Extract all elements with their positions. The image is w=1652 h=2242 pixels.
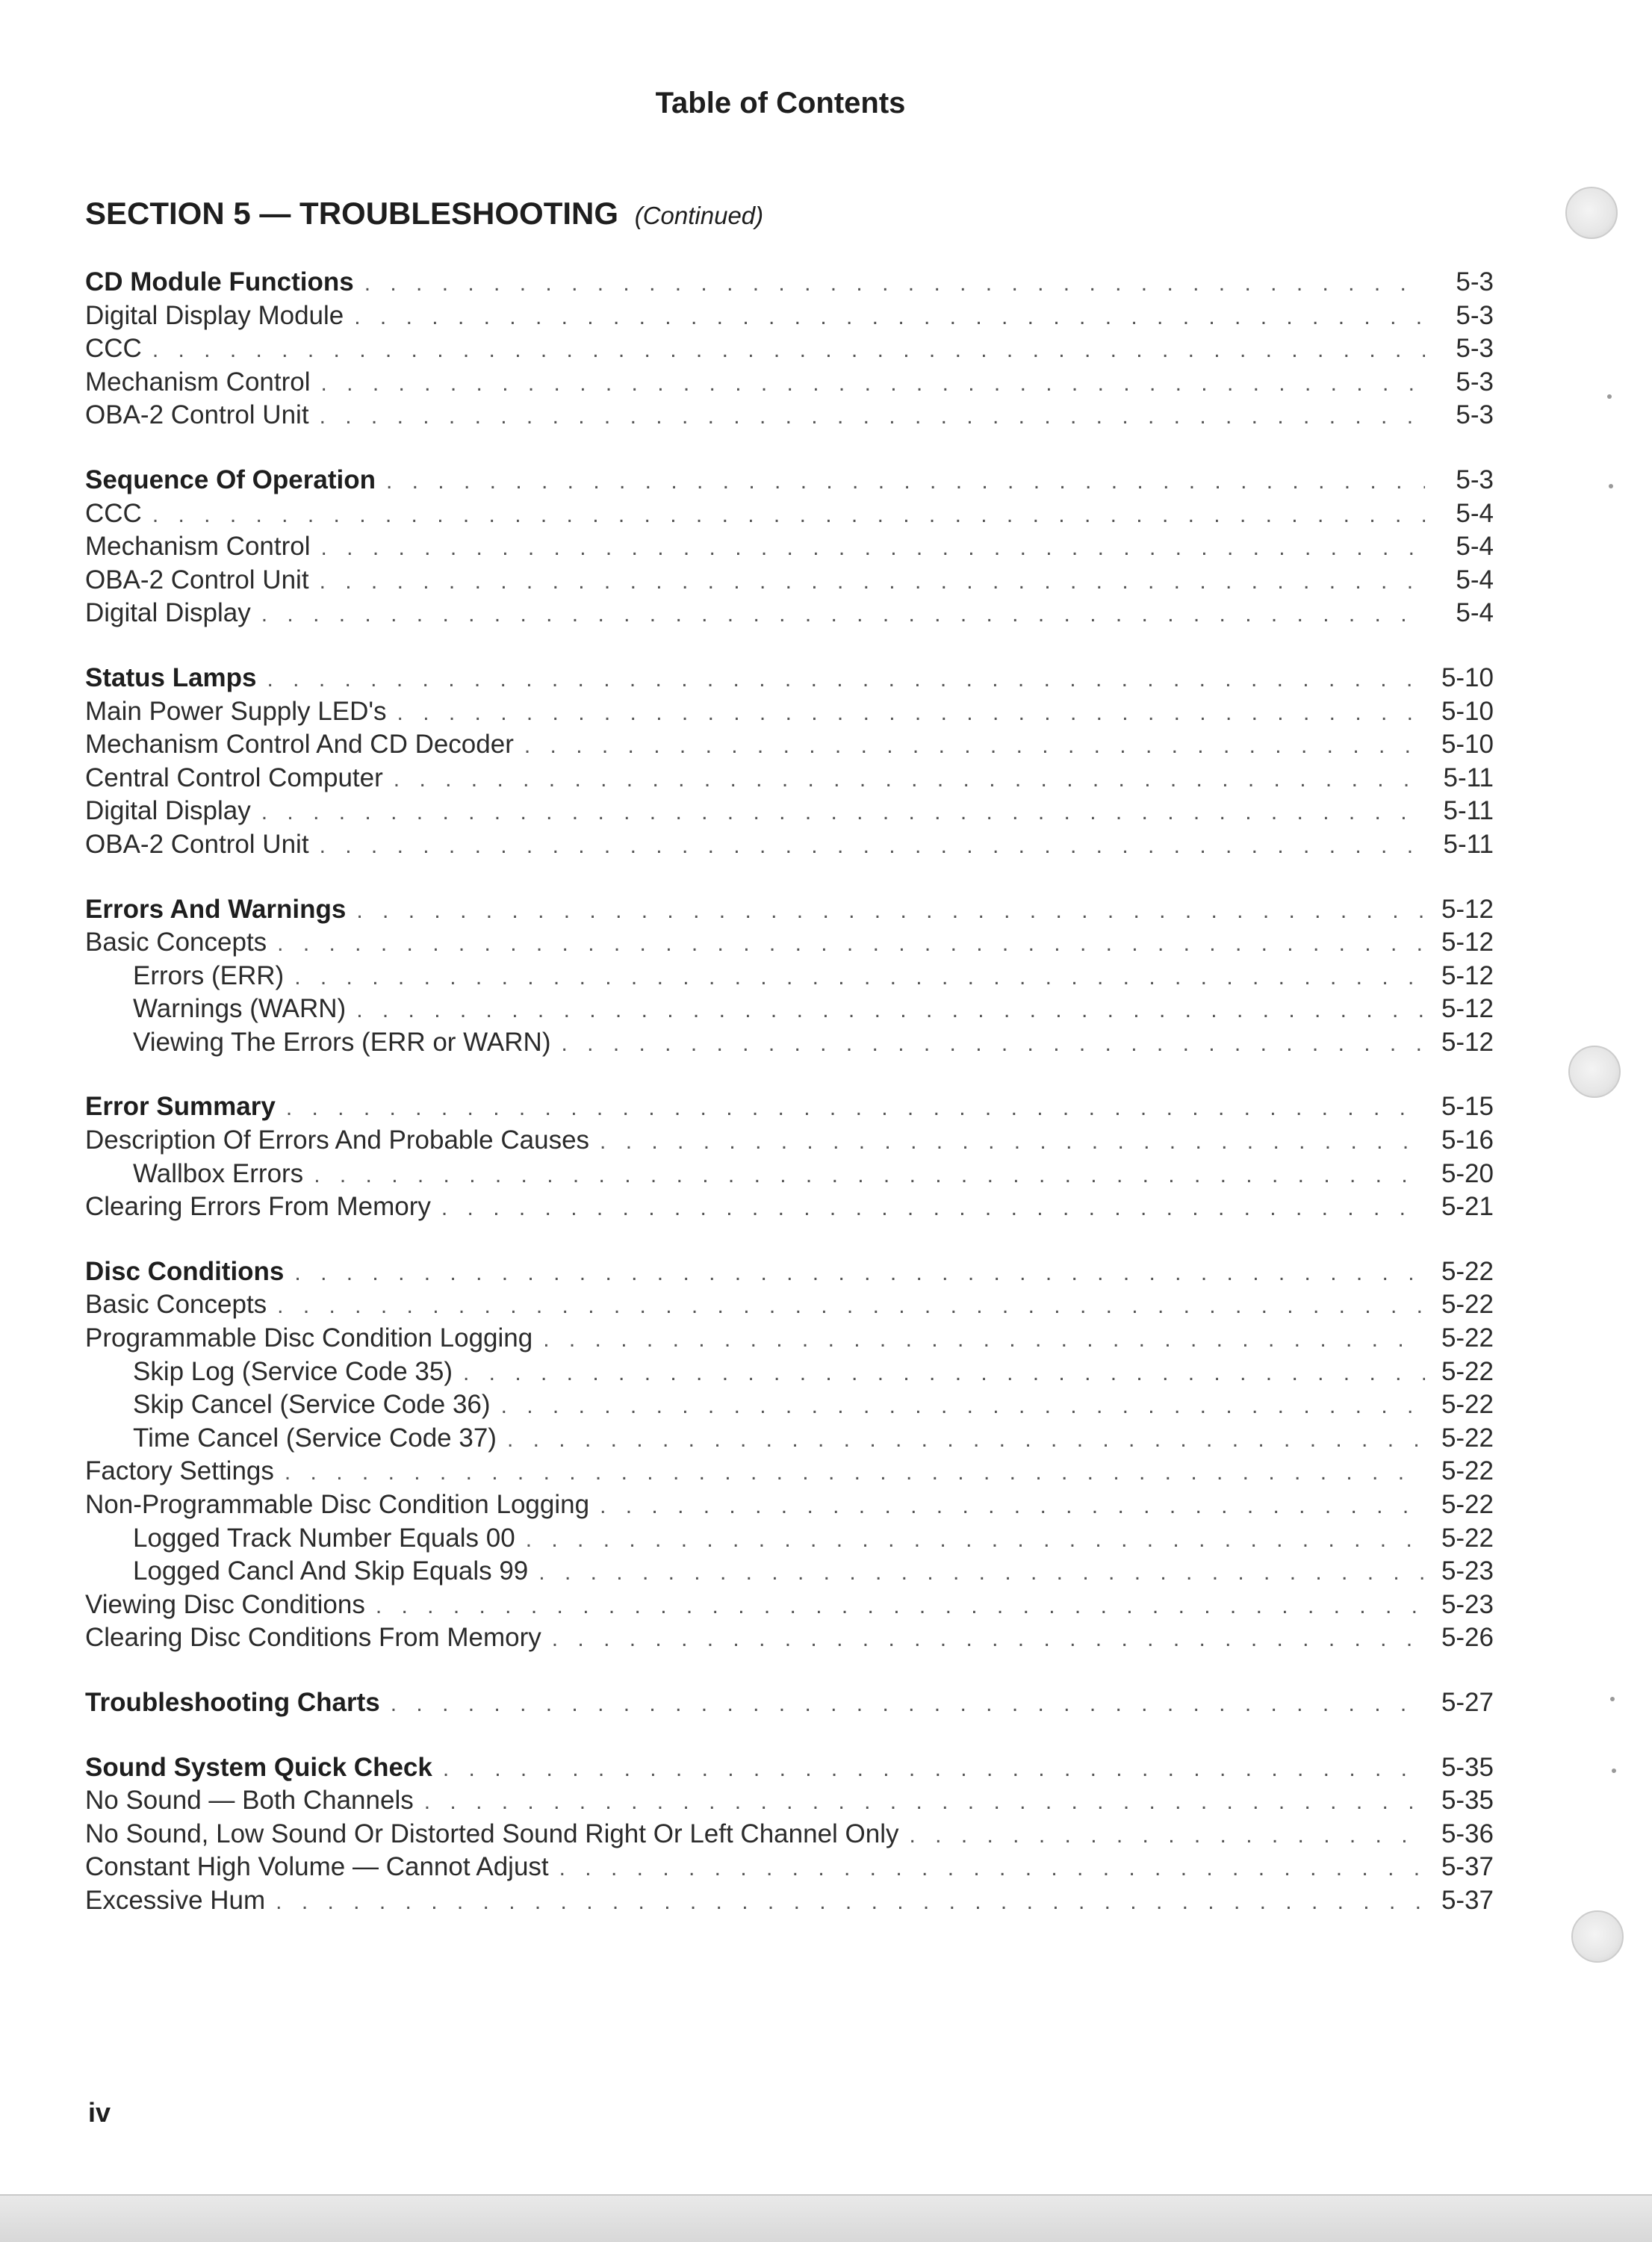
dot-leader [507, 1427, 1425, 1453]
toc-entry-page-number: 5-23 [1441, 1589, 1494, 1619]
dot-leader [152, 503, 1425, 528]
dot-leader [285, 1460, 1425, 1485]
dot-leader [354, 305, 1425, 330]
dot-leader [261, 602, 1425, 627]
toc-entry-label: Central Control Computer [85, 763, 383, 792]
toc-entry-page-number: 5-22 [1441, 1456, 1494, 1486]
toc-entry-page-number: 5-3 [1456, 300, 1494, 330]
dot-leader [294, 965, 1425, 990]
toc-entry-page-number: 5-12 [1441, 928, 1494, 957]
toc-entry-page-number: 5-3 [1456, 400, 1494, 430]
dot-leader [276, 1889, 1425, 1915]
dot-leader [443, 1757, 1425, 1782]
toc-entry [85, 532, 1494, 565]
toc-entry [85, 367, 1494, 401]
toc-entry-label: No Sound — Both Channels [85, 1786, 414, 1816]
dot-leader [559, 1856, 1425, 1881]
toc-group [85, 1688, 1494, 1721]
dot-leader [320, 833, 1425, 859]
toc-entry [85, 400, 1494, 434]
toc-entry-label: Basic Concepts [85, 1290, 267, 1320]
dot-leader [538, 1560, 1425, 1586]
binder-hole-middle [1568, 1046, 1621, 1098]
toc-entry-page-number: 5-27 [1441, 1687, 1494, 1717]
toc-entry-label: CCC [85, 334, 142, 364]
section-continued-note: (Continued) [634, 202, 764, 229]
toc-subentry [85, 961, 1494, 995]
toc-entry [85, 1623, 1494, 1656]
toc-group [85, 663, 1494, 863]
table-of-contents [85, 267, 1494, 1951]
toc-entry-label: Constant High Volume — Cannot Adjust [85, 1852, 549, 1882]
toc-subentry [85, 1390, 1494, 1423]
dot-leader [152, 338, 1425, 363]
toc-entry [85, 697, 1494, 730]
toc-entry [85, 1590, 1494, 1624]
toc-entry-page-number: 5-22 [1441, 1356, 1494, 1386]
toc-entry-page-number: 5-10 [1441, 696, 1494, 726]
toc-entry [85, 830, 1494, 863]
toc-entry-page-number: 5-22 [1441, 1390, 1494, 1420]
toc-entry-label: OBA-2 Control Unit [85, 565, 309, 594]
toc-entry-page-number: 5-3 [1456, 267, 1494, 296]
toc-entry-page-number: 5-10 [1441, 662, 1494, 692]
toc-entry-page-number: 5-22 [1441, 1523, 1494, 1553]
dot-leader [320, 569, 1425, 594]
toc-entry-page-number: 5-3 [1456, 334, 1494, 364]
toc-entry [85, 1323, 1494, 1357]
dot-leader [441, 1196, 1425, 1221]
toc-entry-page-number: 5-4 [1456, 498, 1494, 528]
toc-entry-page-number: 5-4 [1456, 565, 1494, 594]
toc-entry-page-number: 5-22 [1441, 1256, 1494, 1286]
dot-leader [286, 1096, 1425, 1121]
toc-entry [85, 565, 1494, 599]
toc-entry-page-number: 5-11 [1443, 796, 1494, 826]
dot-leader [600, 1494, 1425, 1519]
toc-subentry [85, 1159, 1494, 1193]
toc-heading-entry [85, 1257, 1494, 1291]
toc-entry-label: Skip Cancel (Service Code 36) [133, 1390, 491, 1420]
toc-entry-page-number: 5-16 [1441, 1125, 1494, 1155]
toc-entry-page-number: 5-3 [1456, 367, 1494, 397]
toc-group [85, 1257, 1494, 1656]
toc-group [85, 465, 1494, 632]
dot-leader [600, 1129, 1425, 1155]
toc-heading-entry [85, 465, 1494, 499]
toc-entry-page-number: 5-20 [1441, 1158, 1494, 1188]
toc-entry-page-number: 5-11 [1443, 829, 1494, 859]
dot-leader [321, 535, 1426, 561]
toc-entry-page-number: 5-12 [1441, 994, 1494, 1024]
dot-leader [376, 1594, 1425, 1619]
dot-leader [294, 1261, 1425, 1286]
toc-entry-label: Warnings (WARN) [133, 994, 347, 1024]
toc-entry-page-number: 5-36 [1441, 1819, 1494, 1848]
dot-leader [394, 767, 1425, 792]
toc-entry [85, 763, 1494, 797]
toc-entry-label: Sequence Of Operation [85, 465, 376, 494]
toc-entry [85, 928, 1494, 961]
toc-entry-page-number: 5-15 [1441, 1092, 1494, 1122]
toc-entry-label: Mechanism Control [85, 367, 311, 397]
toc-heading-entry [85, 663, 1494, 697]
toc-entry [85, 1192, 1494, 1226]
toc-entry-label: CCC [85, 498, 142, 528]
toc-entry-label: Digital Display Module [85, 300, 344, 330]
scan-speck [1612, 1769, 1616, 1773]
dot-leader [364, 271, 1425, 296]
toc-entry-label: Viewing Disc Conditions [85, 1589, 365, 1619]
toc-subentry [85, 1556, 1494, 1590]
dot-leader [386, 469, 1425, 494]
section-title: SECTION 5 — TROUBLESHOOTING [85, 196, 619, 231]
dot-leader [552, 1627, 1425, 1652]
scan-bottom-edge [0, 2194, 1652, 2242]
toc-entry [85, 499, 1494, 532]
scan-speck [1610, 1697, 1615, 1701]
dot-leader [391, 1692, 1425, 1717]
toc-entry-label: Skip Log (Service Code 35) [133, 1356, 453, 1386]
toc-entry-label: Errors And Warnings [85, 894, 347, 924]
toc-entry [85, 598, 1494, 632]
toc-subentry [85, 1357, 1494, 1391]
toc-entry-page-number: 5-26 [1441, 1623, 1494, 1653]
toc-entry-label: OBA-2 Control Unit [85, 400, 309, 430]
toc-heading-entry [85, 1753, 1494, 1786]
toc-entry-label: Wallbox Errors [133, 1158, 304, 1188]
toc-entry-page-number: 5-3 [1456, 465, 1494, 494]
toc-entry-label: Error Summary [85, 1092, 276, 1122]
scan-speck [1609, 484, 1613, 488]
toc-entry-page-number: 5-21 [1441, 1192, 1494, 1222]
dot-leader [424, 1789, 1425, 1815]
toc-entry-page-number: 5-37 [1441, 1852, 1494, 1882]
toc-entry [85, 1490, 1494, 1524]
toc-heading-entry [85, 1092, 1494, 1125]
toc-group [85, 1092, 1494, 1225]
toc-entry-label: Factory Settings [85, 1456, 274, 1486]
toc-entry-label: Programmable Disc Condition Logging [85, 1323, 533, 1353]
dot-leader [356, 898, 1425, 924]
toc-entry-page-number: 5-35 [1441, 1786, 1494, 1816]
dot-leader [277, 1294, 1425, 1319]
dot-leader [526, 1527, 1425, 1553]
toc-subentry [85, 1028, 1494, 1061]
dot-leader [277, 931, 1425, 957]
toc-entry-label: Clearing Errors From Memory [85, 1192, 431, 1222]
toc-entry-label: Logged Cancl And Skip Equals 99 [133, 1556, 529, 1586]
dot-leader [397, 701, 1425, 726]
toc-entry-label: Clearing Disc Conditions From Memory [85, 1623, 541, 1653]
toc-entry [85, 1852, 1494, 1886]
toc-entry-label: Non-Programmable Disc Condition Logging [85, 1490, 590, 1519]
toc-heading-entry [85, 895, 1494, 928]
section-heading [85, 196, 763, 232]
toc-entry [85, 301, 1494, 335]
toc-entry-label: Mechanism Control [85, 532, 311, 562]
toc-group [85, 267, 1494, 434]
toc-entry-label: Errors (ERR) [133, 960, 285, 990]
toc-entry-page-number: 5-22 [1441, 1490, 1494, 1519]
toc-entry [85, 1290, 1494, 1323]
toc-subentry [85, 1524, 1494, 1557]
toc-entry-page-number: 5-11 [1443, 763, 1494, 792]
toc-entry-label: Sound System Quick Check [85, 1752, 432, 1782]
dot-leader [267, 667, 1426, 692]
footer-page-number: iv [88, 2097, 111, 2128]
toc-entry-page-number: 5-12 [1441, 960, 1494, 990]
dot-leader [543, 1327, 1425, 1353]
toc-subentry [85, 994, 1494, 1028]
toc-heading-entry [85, 267, 1494, 301]
toc-entry [85, 730, 1494, 763]
scan-speck [1607, 394, 1612, 399]
dot-leader [501, 1394, 1425, 1419]
toc-entry-label: CD Module Functions [85, 267, 354, 296]
toc-entry-label: No Sound, Low Sound Or Distorted Sound Right Or Left Channel Only [85, 1819, 899, 1848]
toc-entry-label: Logged Track Number Equals 00 [133, 1523, 515, 1553]
toc-entry [85, 796, 1494, 830]
toc-entry-page-number: 5-22 [1441, 1323, 1494, 1353]
binder-hole-bottom [1571, 1910, 1624, 1963]
binder-hole-top [1565, 187, 1618, 239]
dot-leader [524, 733, 1425, 759]
toc-entry-label: Digital Display [85, 598, 251, 628]
toc-entry-page-number: 5-22 [1441, 1290, 1494, 1320]
toc-entry-label: Viewing The Errors (ERR or WARN) [133, 1027, 551, 1057]
toc-entry-label: Main Power Supply LED's [85, 696, 387, 726]
toc-entry-page-number: 5-37 [1441, 1885, 1494, 1915]
page-title: Table of Contents [655, 87, 906, 119]
toc-group [85, 895, 1494, 1061]
toc-entry-label: Disc Conditions [85, 1256, 285, 1286]
toc-entry-label: OBA-2 Control Unit [85, 829, 309, 859]
toc-entry-page-number: 5-4 [1456, 532, 1494, 562]
dot-leader [314, 1163, 1425, 1188]
toc-entry-label: Troubleshooting Charts [85, 1687, 380, 1717]
toc-entry [85, 1456, 1494, 1490]
toc-entry-page-number: 5-10 [1441, 730, 1494, 760]
toc-entry-label: Basic Concepts [85, 928, 267, 957]
toc-entry-page-number: 5-23 [1441, 1556, 1494, 1586]
toc-entry-page-number: 5-12 [1441, 1027, 1494, 1057]
toc-entry [85, 1125, 1494, 1159]
toc-entry [85, 1886, 1494, 1919]
toc-entry-page-number: 5-4 [1456, 598, 1494, 628]
toc-entry [85, 334, 1494, 367]
toc-entry-label: Mechanism Control And CD Decoder [85, 730, 514, 760]
toc-entry-page-number: 5-12 [1441, 894, 1494, 924]
dot-leader [261, 800, 1425, 825]
dot-leader [320, 404, 1425, 429]
toc-group [85, 1753, 1494, 1919]
toc-entry-label: Digital Display [85, 796, 251, 826]
toc-entry-label: Status Lamps [85, 662, 257, 692]
dot-leader [561, 1031, 1425, 1057]
toc-entry-label: Description Of Errors And Probable Causes [85, 1125, 590, 1155]
toc-entry-label: Excessive Hum [85, 1885, 266, 1915]
toc-entry [85, 1819, 1494, 1853]
toc-entry-page-number: 5-22 [1441, 1423, 1494, 1453]
dot-leader [910, 1823, 1426, 1848]
toc-entry-page-number: 5-35 [1441, 1752, 1494, 1782]
dot-leader [321, 371, 1426, 397]
dot-leader [356, 998, 1425, 1023]
dot-leader [463, 1361, 1425, 1386]
toc-heading-entry [85, 1688, 1494, 1721]
toc-entry [85, 1786, 1494, 1819]
toc-subentry [85, 1423, 1494, 1457]
toc-entry-label: Time Cancel (Service Code 37) [133, 1423, 497, 1453]
